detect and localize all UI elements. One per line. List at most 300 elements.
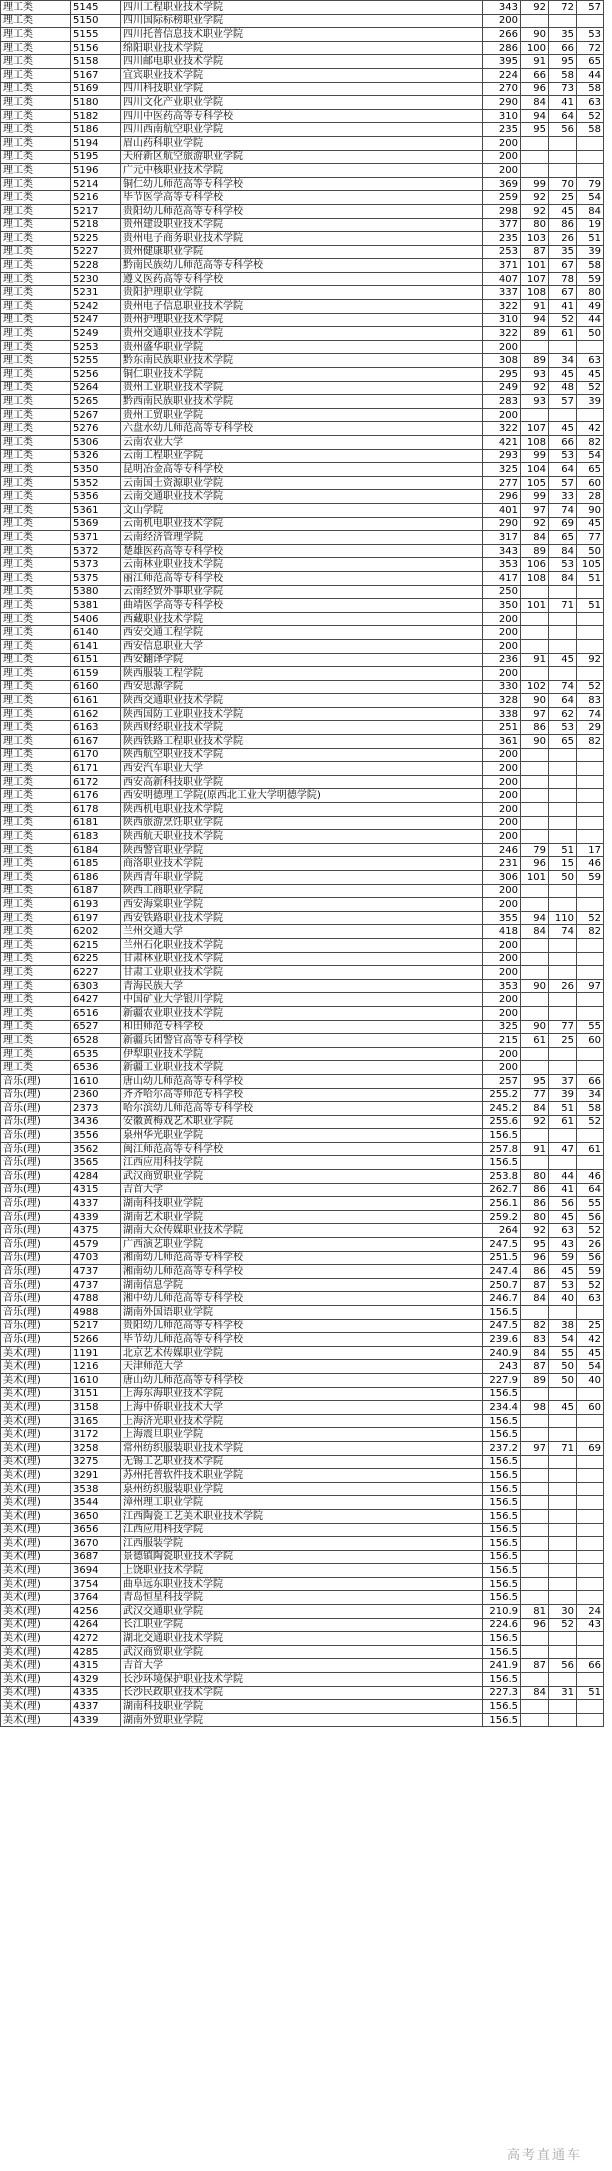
english-score-cell [577,748,604,762]
category-cell: 美术(理) [1,1713,71,1727]
table-row [1,300,604,314]
table-row [1,1102,604,1116]
school-code-cell: 5186 [71,123,121,137]
school-code-cell: 6427 [71,993,121,1007]
school-name-cell: 新疆农业职业技术学院 [121,1006,483,1020]
table-row [1,381,604,395]
english-score-cell: 58 [577,259,604,273]
math-score-cell: 70 [549,177,577,191]
math-score-cell [549,993,577,1007]
math-score-cell: 45 [549,368,577,382]
category-cell: 理工类 [1,164,71,178]
category-cell: 理工类 [1,1020,71,1034]
school-name-cell: 湖北交通职业技术学院 [121,1632,483,1646]
category-cell: 理工类 [1,1034,71,1048]
chinese-score-cell: 84 [521,925,549,939]
table-row [1,1591,604,1605]
math-score-cell: 63 [549,1224,577,1238]
school-name-cell: 苏州托普软件技术职业学院 [121,1469,483,1483]
min-score-cell: 200 [483,762,521,776]
table-row [1,830,604,844]
table-row [1,408,604,422]
math-score-cell: 86 [549,218,577,232]
chinese-score-cell [521,830,549,844]
chinese-score-cell: 91 [521,300,549,314]
math-score-cell: 54 [549,1333,577,1347]
school-code-cell: 6186 [71,871,121,885]
english-score-cell: 63 [577,1292,604,1306]
category-cell: 美术(理) [1,1564,71,1578]
english-score-cell: 46 [577,1170,604,1184]
chinese-score-cell [521,1482,549,1496]
min-score-cell: 200 [483,408,521,422]
math-score-cell [549,1306,577,1320]
table-row [1,1251,604,1265]
min-score-cell: 417 [483,571,521,585]
category-cell: 美术(理) [1,1577,71,1591]
english-score-cell [577,1129,604,1143]
chinese-score-cell: 79 [521,843,549,857]
school-code-cell: 2360 [71,1088,121,1102]
school-name-cell: 上海东海职业技术学院 [121,1387,483,1401]
table-row [1,653,604,667]
english-score-cell [577,1700,604,1714]
category-cell: 理工类 [1,639,71,653]
math-score-cell [549,1632,577,1646]
school-code-cell: 6183 [71,830,121,844]
min-score-cell: 156.5 [483,1645,521,1659]
math-score-cell [549,1577,577,1591]
math-score-cell: 47 [549,1142,577,1156]
table-row [1,1142,604,1156]
table-row [1,599,604,613]
school-code-cell: 6167 [71,735,121,749]
chinese-score-cell: 97 [521,503,549,517]
school-code-cell: 4579 [71,1238,121,1252]
min-score-cell: 353 [483,558,521,572]
school-name-cell: 广元中核职业技术学院 [121,164,483,178]
category-cell: 美术(理) [1,1645,71,1659]
min-score-cell: 200 [483,1061,521,1075]
english-score-cell [577,898,604,912]
min-score-cell: 246 [483,843,521,857]
chinese-score-cell [521,1550,549,1564]
school-name-cell: 唐山幼儿师范高等专科学校 [121,1074,483,1088]
category-cell: 音乐(理) [1,1238,71,1252]
table-row [1,544,604,558]
category-cell: 理工类 [1,177,71,191]
min-score-cell: 255.6 [483,1115,521,1129]
category-cell: 理工类 [1,748,71,762]
school-name-cell: 楚雄医药高等专科学校 [121,544,483,558]
school-code-cell: 6202 [71,925,121,939]
math-score-cell: 40 [549,1292,577,1306]
school-name-cell: 西安翻译学院 [121,653,483,667]
math-score-cell [549,639,577,653]
category-cell: 音乐(理) [1,1156,71,1170]
min-score-cell: 418 [483,925,521,939]
school-code-cell: 6187 [71,884,121,898]
chinese-score-cell: 77 [521,1088,549,1102]
table-row [1,762,604,776]
school-name-cell: 甘肃工业职业技术学院 [121,966,483,980]
chinese-score-cell: 82 [521,1319,549,1333]
english-score-cell: 63 [577,96,604,110]
english-score-cell: 59 [577,871,604,885]
table-row [1,1006,604,1020]
english-score-cell: 52 [577,1278,604,1292]
school-name-cell: 泉州纺织服装职业学院 [121,1482,483,1496]
category-cell: 美术(理) [1,1414,71,1428]
category-cell: 理工类 [1,544,71,558]
school-name-cell: 武汉商贸职业学院 [121,1645,483,1659]
category-cell: 理工类 [1,966,71,980]
school-code-cell: 3764 [71,1591,121,1605]
school-code-cell: 6151 [71,653,121,667]
school-name-cell: 遵义医药高等专科学校 [121,272,483,286]
school-code-cell: 6227 [71,966,121,980]
category-cell: 音乐(理) [1,1306,71,1320]
english-score-cell: 45 [577,1346,604,1360]
min-score-cell: 257.8 [483,1142,521,1156]
english-score-cell: 45 [577,368,604,382]
math-score-cell: 110 [549,911,577,925]
school-code-cell: 5242 [71,300,121,314]
math-score-cell: 58 [549,68,577,82]
math-score-cell [549,408,577,422]
chinese-score-cell [521,1387,549,1401]
table-row [1,938,604,952]
chinese-score-cell [521,1700,549,1714]
school-name-cell: 湖南科技职业学院 [121,1700,483,1714]
school-name-cell: 兰州石化职业技术学院 [121,938,483,952]
table-row [1,68,604,82]
chinese-score-cell: 97 [521,707,549,721]
school-code-cell: 4339 [71,1210,121,1224]
english-score-cell: 52 [577,680,604,694]
math-score-cell: 31 [549,1686,577,1700]
english-score-cell: 55 [577,1020,604,1034]
table-row [1,1414,604,1428]
math-score-cell [549,1482,577,1496]
table-row [1,449,604,463]
school-name-cell: 湘南幼儿师范高等专科学校 [121,1265,483,1279]
chinese-score-cell [521,1428,549,1442]
school-code-cell: 4337 [71,1700,121,1714]
school-name-cell: 四川邮电职业技术学院 [121,55,483,69]
chinese-score-cell: 84 [521,1686,549,1700]
chinese-score-cell [521,748,549,762]
english-score-cell [577,1156,604,1170]
chinese-score-cell: 84 [521,1346,549,1360]
school-name-cell: 中国矿业大学银川学院 [121,993,483,1007]
chinese-score-cell: 107 [521,422,549,436]
math-score-cell [549,1006,577,1020]
min-score-cell: 200 [483,667,521,681]
school-name-cell: 武汉交通职业学院 [121,1605,483,1619]
table-row [1,1441,604,1455]
table-row [1,1673,604,1687]
english-score-cell: 50 [577,544,604,558]
math-score-cell [549,830,577,844]
min-score-cell: 377 [483,218,521,232]
chinese-score-cell: 92 [521,381,549,395]
table-row [1,680,604,694]
school-name-cell: 贵州护理职业技术学院 [121,313,483,327]
english-score-cell: 66 [577,1074,604,1088]
school-code-cell: 4788 [71,1292,121,1306]
english-score-cell [577,1006,604,1020]
math-score-cell: 74 [549,925,577,939]
min-score-cell: 343 [483,1,521,15]
math-score-cell [549,1496,577,1510]
school-code-cell: 5180 [71,96,121,110]
school-name-cell: 云南工程职业学院 [121,449,483,463]
english-score-cell [577,1047,604,1061]
table-row [1,816,604,830]
school-code-cell: 4737 [71,1265,121,1279]
table-row [1,558,604,572]
min-score-cell: 227.3 [483,1686,521,1700]
math-score-cell [549,1591,577,1605]
school-code-cell: 5249 [71,327,121,341]
english-score-cell: 60 [577,1034,604,1048]
min-score-cell: 247.4 [483,1265,521,1279]
min-score-cell: 224 [483,68,521,82]
chinese-score-cell: 89 [521,327,549,341]
math-score-cell: 45 [549,204,577,218]
school-code-cell: 5217 [71,204,121,218]
min-score-cell: 337 [483,286,521,300]
category-cell: 美术(理) [1,1686,71,1700]
chinese-score-cell [521,1156,549,1170]
school-name-cell: 江西应用科技学院 [121,1156,483,1170]
min-score-cell: 350 [483,599,521,613]
english-score-cell [577,1632,604,1646]
school-name-cell: 上海震旦职业学院 [121,1428,483,1442]
school-code-cell: 6303 [71,979,121,993]
table-row [1,150,604,164]
school-name-cell: 四川工程职业技术学院 [121,1,483,15]
school-name-cell: 毕节医学高等专科学校 [121,191,483,205]
english-score-cell: 39 [577,245,604,259]
school-name-cell: 江西服装学院 [121,1537,483,1551]
category-cell: 理工类 [1,381,71,395]
chinese-score-cell [521,1537,549,1551]
school-code-cell: 6225 [71,952,121,966]
chinese-score-cell [521,1564,549,1578]
table-row [1,164,604,178]
school-code-cell: 6170 [71,748,121,762]
category-cell: 理工类 [1,436,71,450]
school-name-cell: 西安交通工程学院 [121,626,483,640]
school-code-cell: 3436 [71,1115,121,1129]
school-code-cell: 4737 [71,1278,121,1292]
table-row [1,898,604,912]
chinese-score-cell [521,789,549,803]
school-name-cell: 文山学院 [121,503,483,517]
school-code-cell: 5196 [71,164,121,178]
chinese-score-cell: 98 [521,1401,549,1415]
school-name-cell: 湖南科技职业学院 [121,1197,483,1211]
table-row [1,1170,604,1184]
category-cell: 理工类 [1,830,71,844]
min-score-cell: 200 [483,150,521,164]
table-row [1,1455,604,1469]
school-name-cell: 云南经贸外事职业学院 [121,585,483,599]
school-name-cell: 湖南大众传媒职业技术学院 [121,1224,483,1238]
school-name-cell: 云南经济管理学院 [121,531,483,545]
school-name-cell: 哈尔滨幼儿师范高等专科学校 [121,1102,483,1116]
school-code-cell: 4335 [71,1686,121,1700]
school-name-cell: 贵州工业职业技术学院 [121,381,483,395]
school-name-cell: 常州纺织服装职业技术学院 [121,1441,483,1455]
chinese-score-cell: 92 [521,1224,549,1238]
category-cell: 音乐(理) [1,1265,71,1279]
school-code-cell: 5372 [71,544,121,558]
min-score-cell: 371 [483,259,521,273]
category-cell: 美术(理) [1,1373,71,1387]
math-score-cell: 71 [549,1441,577,1455]
school-code-cell: 6181 [71,816,121,830]
school-code-cell: 5256 [71,368,121,382]
table-row [1,1482,604,1496]
chinese-score-cell: 93 [521,395,549,409]
chinese-score-cell: 89 [521,544,549,558]
min-score-cell: 395 [483,55,521,69]
chinese-score-cell [521,884,549,898]
math-score-cell: 73 [549,82,577,96]
category-cell: 理工类 [1,218,71,232]
chinese-score-cell: 84 [521,1292,549,1306]
table-row [1,884,604,898]
chinese-score-cell: 89 [521,1373,549,1387]
chinese-score-cell [521,667,549,681]
chinese-score-cell [521,1047,549,1061]
english-score-cell: 44 [577,68,604,82]
min-score-cell: 251 [483,721,521,735]
school-name-cell: 陕西国防工业职业技术学院 [121,707,483,721]
table-row [1,735,604,749]
school-name-cell: 甘肃林业职业技术学院 [121,952,483,966]
min-score-cell: 328 [483,694,521,708]
category-cell: 理工类 [1,938,71,952]
english-score-cell [577,952,604,966]
school-code-cell: 3565 [71,1156,121,1170]
category-cell: 理工类 [1,408,71,422]
min-score-cell: 310 [483,313,521,327]
category-cell: 美术(理) [1,1673,71,1687]
school-name-cell: 贵州工贸职业学院 [121,408,483,422]
chinese-score-cell: 94 [521,911,549,925]
min-score-cell: 290 [483,96,521,110]
english-score-cell: 45 [577,517,604,531]
min-score-cell: 325 [483,1020,521,1034]
chinese-score-cell: 92 [521,517,549,531]
category-cell: 理工类 [1,245,71,259]
school-name-cell: 四川文化产业职业学院 [121,96,483,110]
school-name-cell: 西安海棠职业学院 [121,898,483,912]
category-cell: 理工类 [1,979,71,993]
category-cell: 音乐(理) [1,1102,71,1116]
math-score-cell [549,340,577,354]
table-row [1,639,604,653]
school-code-cell: 6172 [71,775,121,789]
math-score-cell [549,1129,577,1143]
table-row [1,707,604,721]
table-row [1,952,604,966]
category-cell: 理工类 [1,803,71,817]
english-score-cell [577,1414,604,1428]
category-cell: 美术(理) [1,1537,71,1551]
school-code-cell: 5227 [71,245,121,259]
school-name-cell: 无锡工艺职业技术学院 [121,1455,483,1469]
min-score-cell: 421 [483,436,521,450]
math-score-cell [549,667,577,681]
english-score-cell: 77 [577,531,604,545]
math-score-cell: 51 [549,1102,577,1116]
school-code-cell: 5267 [71,408,121,422]
school-name-cell: 湖南信息学院 [121,1278,483,1292]
chinese-score-cell: 105 [521,476,549,490]
school-name-cell: 昆明冶金高等专科学校 [121,463,483,477]
category-cell: 理工类 [1,1,71,15]
school-code-cell: 3694 [71,1564,121,1578]
table-row [1,1319,604,1333]
min-score-cell: 330 [483,680,521,694]
chinese-score-cell: 101 [521,599,549,613]
english-score-cell: 55 [577,1197,604,1211]
math-score-cell: 53 [549,721,577,735]
school-name-cell: 铜仁幼儿师范高等专科学校 [121,177,483,191]
chinese-score-cell [521,993,549,1007]
school-name-cell: 商洛职业技术学院 [121,857,483,871]
math-score-cell: 45 [549,422,577,436]
english-score-cell: 84 [577,204,604,218]
table-row [1,272,604,286]
school-code-cell: 3165 [71,1414,121,1428]
min-score-cell: 308 [483,354,521,368]
min-score-cell: 235 [483,123,521,137]
english-score-cell: 51 [577,1686,604,1700]
chinese-score-cell [521,1129,549,1143]
chinese-score-cell: 101 [521,871,549,885]
category-cell: 美术(理) [1,1632,71,1646]
table-row [1,585,604,599]
school-name-cell: 和田师范专科学校 [121,1020,483,1034]
school-name-cell: 贵阳护理职业学院 [121,286,483,300]
math-score-cell: 72 [549,1,577,15]
table-row [1,1550,604,1564]
school-name-cell: 吉首大学 [121,1659,483,1673]
school-name-cell: 西安信息职业大学 [121,639,483,653]
table-row [1,1034,604,1048]
math-score-cell: 64 [549,694,577,708]
math-score-cell [549,1428,577,1442]
english-score-cell: 82 [577,925,604,939]
school-code-cell: 3544 [71,1496,121,1510]
table-row [1,218,604,232]
school-name-cell: 陕西工商职业学院 [121,884,483,898]
school-name-cell: 闽江师范高等专科学校 [121,1142,483,1156]
category-cell: 理工类 [1,463,71,477]
min-score-cell: 298 [483,204,521,218]
english-score-cell [577,1673,604,1687]
school-code-cell: 5231 [71,286,121,300]
table-row [1,82,604,96]
school-name-cell: 贵州盛华职业学院 [121,340,483,354]
table-row [1,1659,604,1673]
